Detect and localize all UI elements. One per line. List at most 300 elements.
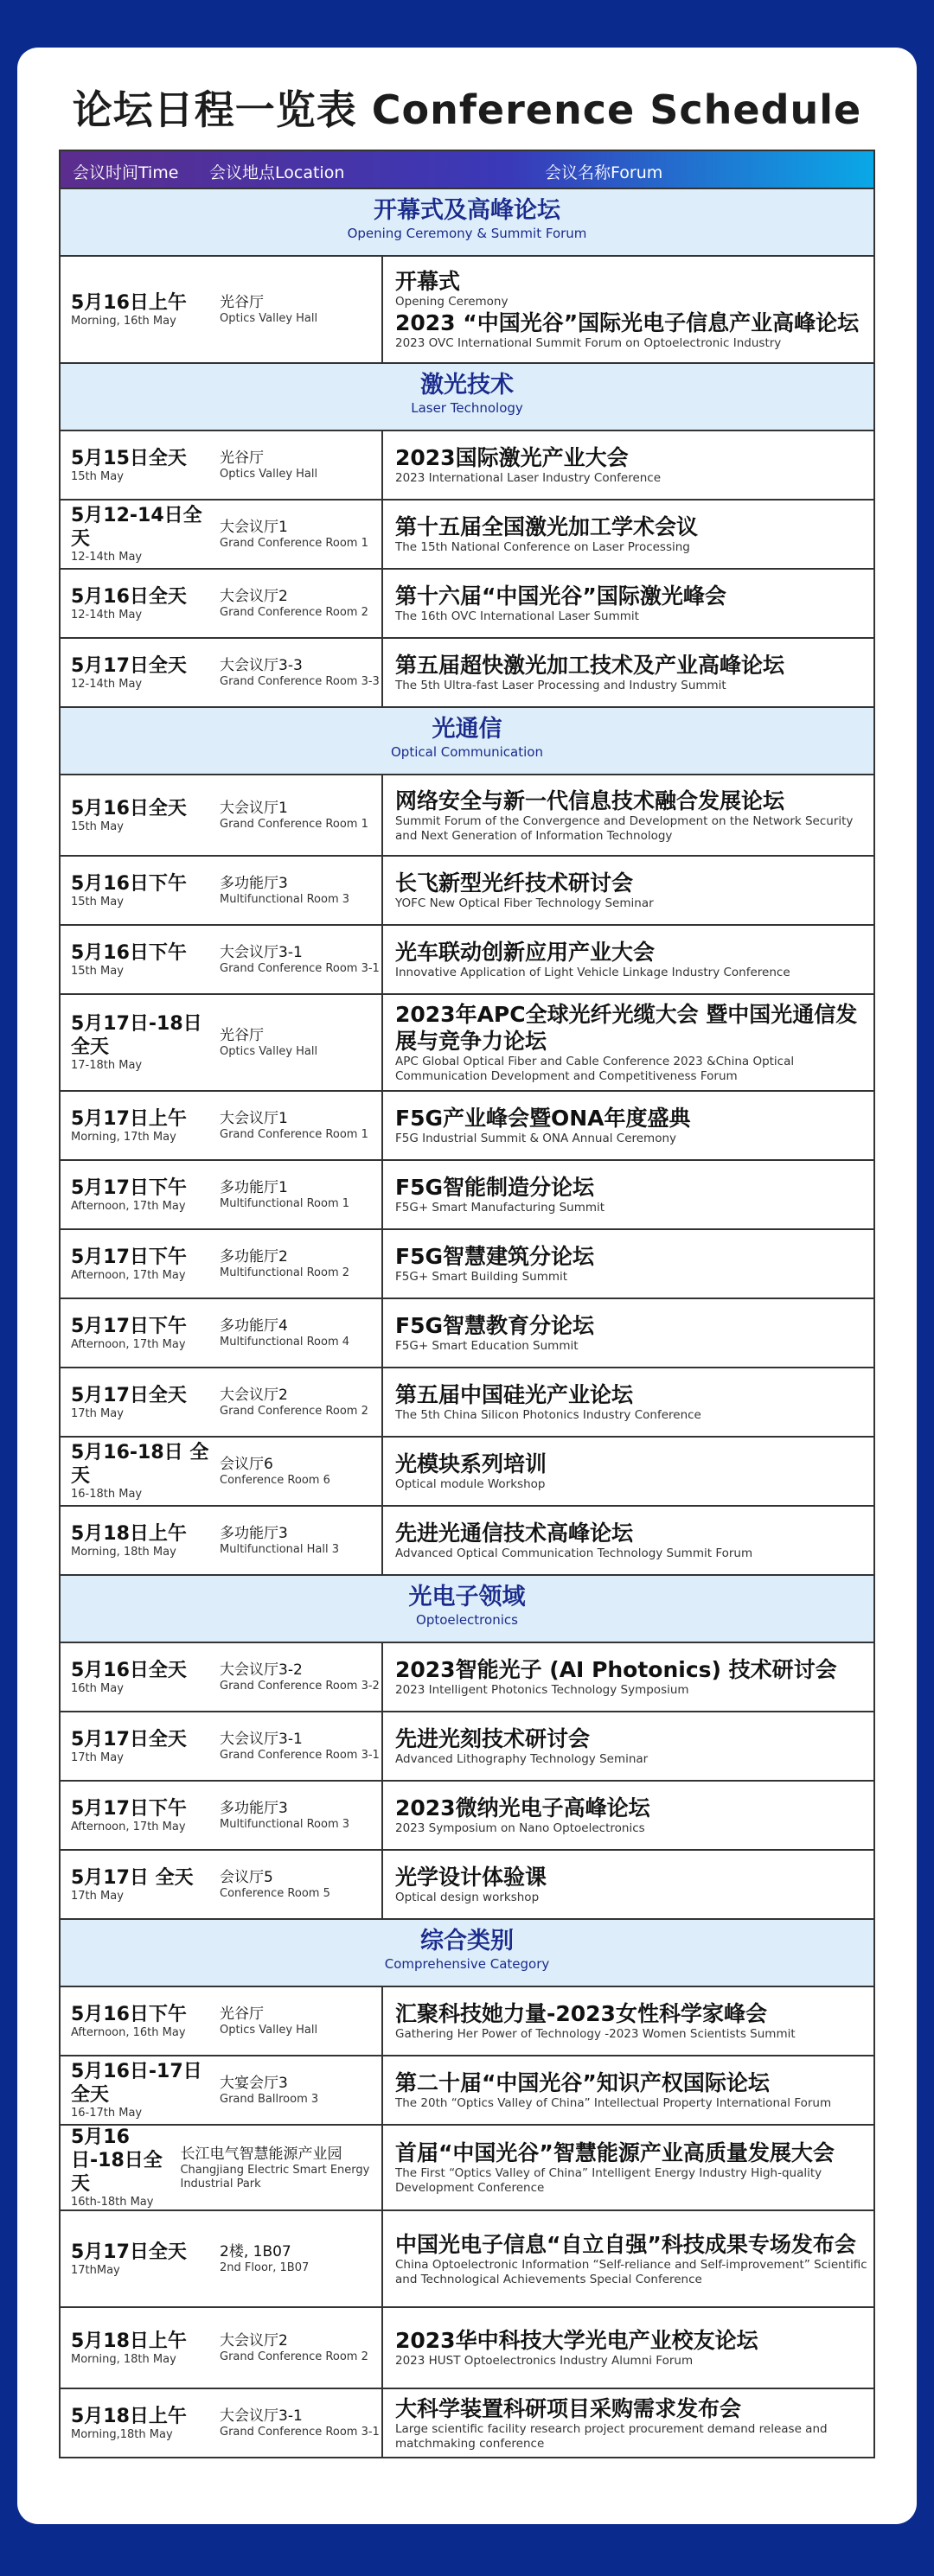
date-block	[71, 2241, 220, 2278]
location: 大会议厅2	[220, 588, 288, 605]
forum-name: 2023国际激光产业大会	[395, 445, 629, 470]
location: 大会议厅1	[220, 519, 288, 536]
forum-name: 光车联动创新应用产业大会	[395, 940, 656, 965]
date: 5月18日上午	[71, 1522, 187, 1545]
forum-cell	[383, 1092, 873, 1159]
forum-name-en: Optical design workshop	[395, 1891, 540, 1904]
forum-cell	[383, 995, 873, 1090]
forum-name-en: 2023 International Laser Industry Conference	[395, 471, 662, 485]
location-en: Multifunctional Room 1	[220, 1197, 350, 1210]
forum-cell	[383, 1299, 873, 1367]
schedule-table	[59, 150, 875, 2458]
date-en: 12-14th May	[71, 677, 143, 691]
forum-name-en: F5G+ Smart Education Summit	[395, 1339, 579, 1353]
section-subtitle: Optoelectronics	[416, 1612, 518, 1628]
date-en: 16-18th May	[71, 1488, 143, 1501]
table-row	[61, 1090, 873, 1159]
forum-name-en: Advanced Optical Communication Technology Summit Forum	[395, 1546, 753, 1560]
time-location-cell	[61, 1438, 383, 1505]
location: 大会议厅3-3	[220, 657, 303, 674]
location-block	[220, 1317, 349, 1349]
location: 大会议厅3-1	[220, 944, 303, 961]
section-header	[61, 1918, 873, 1986]
forum-name: 第五届超快激光加工技术及产业高峰论坛	[395, 653, 785, 678]
forum-cell	[383, 1161, 873, 1228]
forum-cell	[383, 639, 873, 706]
date: 5月17日-18日全天	[71, 1013, 202, 1058]
location-block	[220, 2407, 380, 2439]
date-en: 15th May	[71, 469, 124, 483]
time-location-cell	[61, 1851, 383, 1918]
time-location-cell	[61, 1507, 383, 1574]
date: 5月16日-17日全天	[71, 2061, 202, 2106]
table-row	[61, 855, 873, 924]
forum-name: 第十六届“中国光谷”国际激光峰会	[395, 583, 726, 609]
time-location-cell	[61, 2126, 383, 2209]
location: 多功能厅3	[220, 1800, 288, 1817]
forum-name-en: 2023 Symposium on Nano Optoelectronics	[395, 1821, 645, 1835]
table-row	[61, 1849, 873, 1918]
date: 5月17日全天	[71, 2241, 187, 2263]
location-block	[220, 2005, 317, 2037]
table-row	[61, 1367, 873, 1436]
date: 5月17日下午	[71, 1176, 187, 1199]
time-location-cell	[61, 2308, 383, 2388]
forum-name: 先进光通信技术高峰论坛	[395, 1521, 634, 1546]
section-subtitle: Laser Technology	[411, 400, 523, 416]
table-row	[61, 430, 873, 499]
time-location-cell	[61, 501, 383, 568]
section-title: 开幕式及高峰论坛	[374, 197, 560, 224]
date-block	[71, 872, 220, 909]
forum-name-en: F5G+ Smart Manufacturing Summit	[395, 1201, 605, 1215]
time-location-cell	[61, 639, 383, 706]
location-en: Conference Room 6	[220, 1474, 330, 1487]
table-row	[61, 1228, 873, 1298]
location-block	[220, 799, 368, 832]
forum-name-en: F5G Industrial Summit & ONA Annual Ceremony	[395, 1132, 677, 1145]
time-location-cell	[61, 570, 383, 637]
location: 多功能厅1	[220, 1179, 288, 1196]
forum-cell	[383, 1987, 873, 2055]
table-row	[61, 568, 873, 637]
date-en: Afternoon, 17th May	[71, 1820, 186, 1833]
time-location-cell	[61, 995, 383, 1090]
time-location-cell	[61, 1092, 383, 1159]
time-location-cell	[61, 2389, 383, 2457]
location-block	[220, 1524, 339, 1557]
date-en: 17th May	[71, 1889, 124, 1903]
forum-name: F5G智慧教育分论坛	[395, 1313, 594, 1338]
location: 2楼, 1B07	[220, 2243, 291, 2260]
date-block	[71, 2126, 180, 2209]
location-block	[220, 1868, 330, 1901]
section-title: 激光技术	[420, 372, 514, 399]
location-en: Changjiang Electric Smart Energy Industrial Park	[180, 2163, 370, 2190]
section-header	[61, 1574, 873, 1642]
forum-name-en: 2023 OVC International Summit Forum on Optoelectronic Industry	[395, 336, 782, 350]
date-en: 17-18th May	[71, 1059, 143, 1072]
date-block	[71, 504, 220, 564]
location-block	[180, 2145, 381, 2191]
location-en: Grand Conference Room 3-3	[220, 675, 380, 688]
date-en: 17th May	[71, 1750, 124, 1764]
location: 大会议厅3-1	[220, 2407, 303, 2425]
forum-name: 长飞新型光纤技术研讨会	[395, 870, 634, 896]
forum-name-en: The 16th OVC International Laser Summit	[395, 609, 639, 623]
forum-name-en: 2023 HUST Optoelectronics Industry Alumni Forum	[395, 2354, 694, 2368]
forum-name: 光模块系列培训	[395, 1451, 547, 1476]
forum-name-en: The 20th “Optics Valley of China” Intellectual Property International Forum	[395, 2096, 832, 2110]
forum-name: 首届“中国光谷”智慧能源产业高质量发展大会	[395, 2140, 835, 2165]
location-en: Multifunctional Room 3	[220, 893, 350, 906]
date: 5月16日上午	[71, 291, 187, 314]
forum-name-en: The 5th China Silicon Photonics Industry Conference	[395, 1408, 701, 1422]
location-block	[220, 1247, 349, 1280]
location-block	[220, 518, 368, 551]
date-en: Morning, 16th May	[71, 314, 176, 328]
location: 光谷厅	[220, 2005, 264, 2023]
location-block	[220, 2331, 368, 2364]
table-row	[61, 1642, 873, 1711]
location-en: Multifunctional Room 4	[220, 1336, 350, 1349]
table-row	[61, 774, 873, 855]
forum-name: 2023年APC全球光纤光缆大会 暨中国光通信发展与竞争力论坛	[395, 1002, 858, 1054]
location: 光谷厅	[220, 294, 264, 311]
location-block	[220, 1661, 380, 1693]
location-block	[220, 1026, 317, 1059]
date-block	[71, 447, 220, 484]
date-block	[71, 1728, 220, 1765]
date-en: 16th-18th May	[71, 2196, 154, 2209]
date: 5月16日下午	[71, 941, 187, 964]
location-block	[220, 449, 317, 481]
forum-cell	[383, 2056, 873, 2124]
date-en: Morning, 17th May	[71, 1130, 176, 1144]
forum-cell	[383, 926, 873, 993]
location: 大会议厅3-1	[220, 1731, 303, 1748]
forum-name: F5G智慧建筑分论坛	[395, 1244, 594, 1269]
table-row	[61, 2124, 873, 2209]
location-en: Grand Conference Room 2	[220, 2350, 368, 2363]
time-location-cell	[61, 2056, 383, 2124]
date-block	[71, 1107, 220, 1145]
location-en: Multifunctional Room 2	[220, 1266, 350, 1279]
date-en: Morning, 18th May	[71, 2352, 176, 2366]
date: 5月16日下午	[71, 872, 187, 895]
header-forum: 会议名称Forum	[545, 163, 663, 182]
location-block	[220, 2242, 309, 2275]
location-en: Optics Valley Hall	[220, 468, 318, 481]
date-en: Afternoon, 17th May	[71, 1199, 186, 1213]
location-en: Multifunctional Room 3	[220, 1818, 350, 1831]
location-block	[220, 2074, 318, 2107]
forum-name-en: Summit Forum of the Convergence and Development on the Network Security and Next Generation of Information Technology	[395, 813, 854, 843]
location: 多功能厅3	[220, 875, 288, 892]
location: 多功能厅2	[220, 1248, 288, 1266]
location: 长江电气智慧能源产业园	[180, 2145, 342, 2163]
location-en: Grand Conference Room 1	[220, 537, 368, 550]
location-en: Grand Conference Room 2	[220, 1405, 368, 1418]
table-header	[61, 151, 873, 188]
forum-name: 2023华中科技大学光电产业校友论坛	[395, 2328, 758, 2353]
location: 大会议厅3-2	[220, 1661, 303, 1679]
date: 5月16-18日 全天	[71, 1442, 209, 1487]
location: 多功能厅3	[220, 1525, 288, 1542]
date-en: 15th May	[71, 895, 124, 909]
forum-name: 大科学装置科研项目采购需求发布会	[395, 2395, 742, 2421]
forum-cell	[383, 570, 873, 637]
table-row	[61, 1298, 873, 1367]
date-block	[71, 1176, 220, 1214]
forum-name: 网络安全与新一代信息技术融合发展论坛	[395, 787, 785, 813]
forum-name-en: 2023 Intelligent Photonics Technology Symposium	[395, 1683, 689, 1697]
time-location-cell	[61, 775, 383, 855]
date: 5月15日全天	[71, 447, 187, 469]
forum-name: F5G产业峰会暨ONA年度盛典	[395, 1106, 691, 1131]
location-en: 2nd Floor, 1B07	[220, 2261, 310, 2274]
forum-name-en: Optical module Workshop	[395, 1477, 546, 1491]
date-block	[71, 1522, 220, 1559]
location-en: Grand Conference Room 3-1	[220, 2426, 380, 2439]
date-block	[71, 654, 220, 692]
location-en: Grand Conference Room 3-1	[220, 962, 380, 975]
time-location-cell	[61, 1230, 383, 1298]
forum-name-en: Gathering Her Power of Technology -2023 Women Scientists Summit	[395, 2027, 796, 2041]
location-block	[220, 1799, 349, 1832]
section-subtitle: Opening Ceremony & Summit Forum	[347, 226, 587, 241]
section-title: 光电子领域	[408, 1584, 526, 1610]
date-block	[71, 2330, 220, 2367]
date: 5月17日下午	[71, 1315, 187, 1337]
time-location-cell	[61, 1712, 383, 1780]
date: 5月18日上午	[71, 2330, 187, 2352]
time-location-cell	[61, 1987, 383, 2055]
date: 5月17日全天	[71, 1728, 187, 1750]
date-en: 17th May	[71, 1406, 124, 1420]
location-en: Grand Conference Room 1	[220, 1128, 368, 1141]
date-block	[71, 797, 220, 834]
date: 5月17日全天	[71, 1384, 187, 1406]
date: 5月16日-18日全天	[71, 2126, 163, 2195]
section-subtitle: Comprehensive Category	[384, 1956, 550, 1972]
location-block	[220, 293, 317, 326]
forum-name-en: The 5th Ultra-fast Laser Processing and Industry Summit	[395, 679, 726, 692]
date-block	[71, 941, 220, 979]
date-block	[71, 1012, 220, 1073]
forum-cell	[383, 431, 873, 499]
forum-name-en: Opening Ceremony	[395, 295, 509, 309]
date-en: 16-17th May	[71, 2107, 143, 2120]
location-block	[220, 1386, 368, 1419]
date: 5月17日全天	[71, 654, 187, 677]
date-en: 15th May	[71, 964, 124, 978]
forum-cell	[383, 2211, 873, 2306]
location-en: Optics Valley Hall	[220, 2024, 318, 2037]
location-block	[220, 656, 380, 689]
forum-name: 汇聚科技她力量-2023女性科学家峰会	[395, 2001, 767, 2026]
table-row	[61, 1159, 873, 1228]
table-row	[61, 255, 873, 362]
forum-name: 第二十届“中国光谷”知识产权国际论坛	[395, 2070, 770, 2095]
location-en: Grand Conference Room 2	[220, 606, 368, 619]
date: 5月16日全天	[71, 585, 187, 608]
forum-cell	[383, 2389, 873, 2457]
forum-cell	[383, 1851, 873, 1918]
forum-cell	[383, 501, 873, 568]
forum-cell	[383, 1712, 873, 1780]
forum-cell	[383, 2126, 873, 2209]
date-block	[71, 1659, 220, 1696]
location-en: Grand Ballroom 3	[220, 2093, 319, 2106]
location: 会议厅5	[220, 1869, 273, 1886]
date: 5月17日下午	[71, 1246, 187, 1268]
table-row	[61, 1986, 873, 2055]
date-en: Morning, 18th May	[71, 1545, 176, 1559]
date: 5月17日上午	[71, 1107, 187, 1130]
date-en: 12-14th May	[71, 608, 143, 622]
location-block	[220, 943, 380, 976]
table-row	[61, 1436, 873, 1505]
date-en: 12-14th May	[71, 551, 143, 564]
time-location-cell	[61, 1782, 383, 1849]
date-block	[71, 2405, 220, 2442]
forum-cell	[383, 1368, 873, 1436]
location-en: Multifunctional Hall 3	[220, 1543, 339, 1556]
forum-name-en: APC Global Optical Fiber and Cable Conference 2023 &China Optical Communication Development and Competitiveness Forum	[395, 1055, 795, 1083]
date-block	[71, 1797, 220, 1834]
table-row	[61, 1711, 873, 1780]
date-block	[71, 291, 220, 328]
date-block	[71, 1384, 220, 1421]
date-en: Afternoon, 16th May	[71, 2025, 186, 2039]
location-en: Grand Conference Room 3-2	[220, 1680, 380, 1693]
date-en: 15th May	[71, 819, 124, 833]
table-row	[61, 1780, 873, 1849]
section-subtitle: Optical Communication	[391, 744, 543, 760]
forum-name-en: The 15th National Conference on Laser Processing	[395, 540, 690, 554]
forum-name: 2023 “中国光谷”国际光电子信息产业高峰论坛	[395, 310, 860, 335]
table-row	[61, 2055, 873, 2124]
forum-name: 第十五届全国激光加工学术会议	[395, 514, 699, 539]
date: 5月16日下午	[71, 2003, 187, 2025]
forum-cell	[383, 2308, 873, 2388]
location-block	[220, 587, 368, 620]
location-en: Optics Valley Hall	[220, 1045, 318, 1058]
date: 5月12-14日全天	[71, 505, 202, 550]
table-row	[61, 499, 873, 568]
date-block	[71, 1441, 220, 1502]
time-location-cell	[61, 257, 383, 362]
table-row	[61, 2388, 873, 2457]
forum-name: 第五届中国硅光产业论坛	[395, 1382, 634, 1407]
location: 大会议厅2	[220, 1387, 288, 1404]
date-en: Afternoon, 17th May	[71, 1337, 186, 1351]
date: 5月16日全天	[71, 1659, 187, 1681]
table-row	[61, 2209, 873, 2306]
forum-name: 先进光刻技术研讨会	[395, 1726, 591, 1751]
date: 5月16日全天	[71, 797, 187, 819]
location: 多功能厅4	[220, 1317, 288, 1335]
forum-name-en: F5G+ Smart Building Summit	[395, 1270, 568, 1284]
location: 光谷厅	[220, 450, 264, 467]
date: 5月18日上午	[71, 2405, 187, 2427]
forum-name-en: Innovative Application of Light Vehicle Linkage Industry Conference	[395, 966, 790, 979]
page-title: 论坛日程一览表 Conference Schedule	[72, 86, 862, 133]
location-en: Optics Valley Hall	[220, 312, 318, 325]
location-en: Grand Conference Room 1	[220, 818, 368, 831]
schedule-card	[17, 48, 917, 2524]
location: 光谷厅	[220, 1027, 264, 1044]
forum-cell	[383, 1643, 873, 1711]
time-location-cell	[61, 1161, 383, 1228]
section-header	[61, 362, 873, 430]
header-location: 会议地点Location	[209, 163, 345, 182]
table-row	[61, 993, 873, 1090]
forum-name: 中国光电子信息“自立自强”科技成果专场发布会	[395, 2231, 856, 2257]
location-en: Grand Conference Room 3-1	[220, 1749, 380, 1762]
time-location-cell	[61, 431, 383, 499]
time-location-cell	[61, 2211, 383, 2306]
forum-name-en: China Optoelectronic Information “Self-reliance and Self-improvement” Scientific and Technological Achievements Special Conference	[395, 2257, 867, 2286]
forum-name: F5G智能制造分论坛	[395, 1175, 594, 1200]
table-row	[61, 1505, 873, 1574]
date-block	[71, 1246, 220, 1283]
date-en: Afternoon, 17th May	[71, 1268, 186, 1282]
table-row	[61, 2306, 873, 2388]
location-block	[220, 874, 349, 907]
table-row	[61, 637, 873, 706]
location: 大宴会厅3	[220, 2075, 288, 2092]
location-block	[220, 1455, 330, 1488]
date-block	[71, 2003, 220, 2040]
forum-name-en: YOFC New Optical Fiber Technology Seminar	[395, 896, 654, 910]
forum-name: 2023微纳光电子高峰论坛	[395, 1795, 650, 1820]
section-title: 光通信	[432, 716, 502, 743]
location: 大会议厅2	[220, 2332, 288, 2350]
forum-cell	[383, 857, 873, 924]
time-location-cell	[61, 1643, 383, 1711]
forum-name-en: The First “Optics Valley of China” Intelligent Energy Industry High-quality Development Conference	[395, 2166, 822, 2195]
forum-name: 开幕式	[395, 269, 461, 294]
location-en: Conference Room 5	[220, 1887, 330, 1900]
forum-cell	[383, 1438, 873, 1505]
forum-name: 光学设计体验课	[395, 1865, 547, 1890]
header-time: 会议时间Time	[73, 163, 179, 182]
forum-name: 2023智能光子 (AI Photonics) 技术研讨会	[395, 1657, 837, 1682]
forum-name-en: Large scientific facility research project procurement demand release and matchmaking conference	[395, 2421, 828, 2451]
location-block	[220, 1109, 368, 1142]
date-en: 16th May	[71, 1681, 124, 1695]
forum-cell	[383, 1782, 873, 1849]
forum-cell	[383, 1507, 873, 1574]
forum-cell	[383, 1230, 873, 1298]
forum-name-en: Advanced Lithography Technology Seminar	[395, 1752, 649, 1766]
date-block	[71, 1315, 220, 1352]
time-location-cell	[61, 1299, 383, 1367]
location: 大会议厅1	[220, 800, 288, 817]
section-title: 综合类别	[420, 1928, 514, 1954]
date-block	[71, 2060, 220, 2120]
forum-cell	[383, 257, 873, 362]
date-en: Morning,18th May	[71, 2427, 173, 2441]
date-block	[71, 585, 220, 622]
table-row	[61, 924, 873, 993]
date-en: 17thMay	[71, 2263, 120, 2277]
location: 会议厅6	[220, 1456, 273, 1473]
location-block	[220, 1730, 380, 1763]
section-header	[61, 706, 873, 774]
